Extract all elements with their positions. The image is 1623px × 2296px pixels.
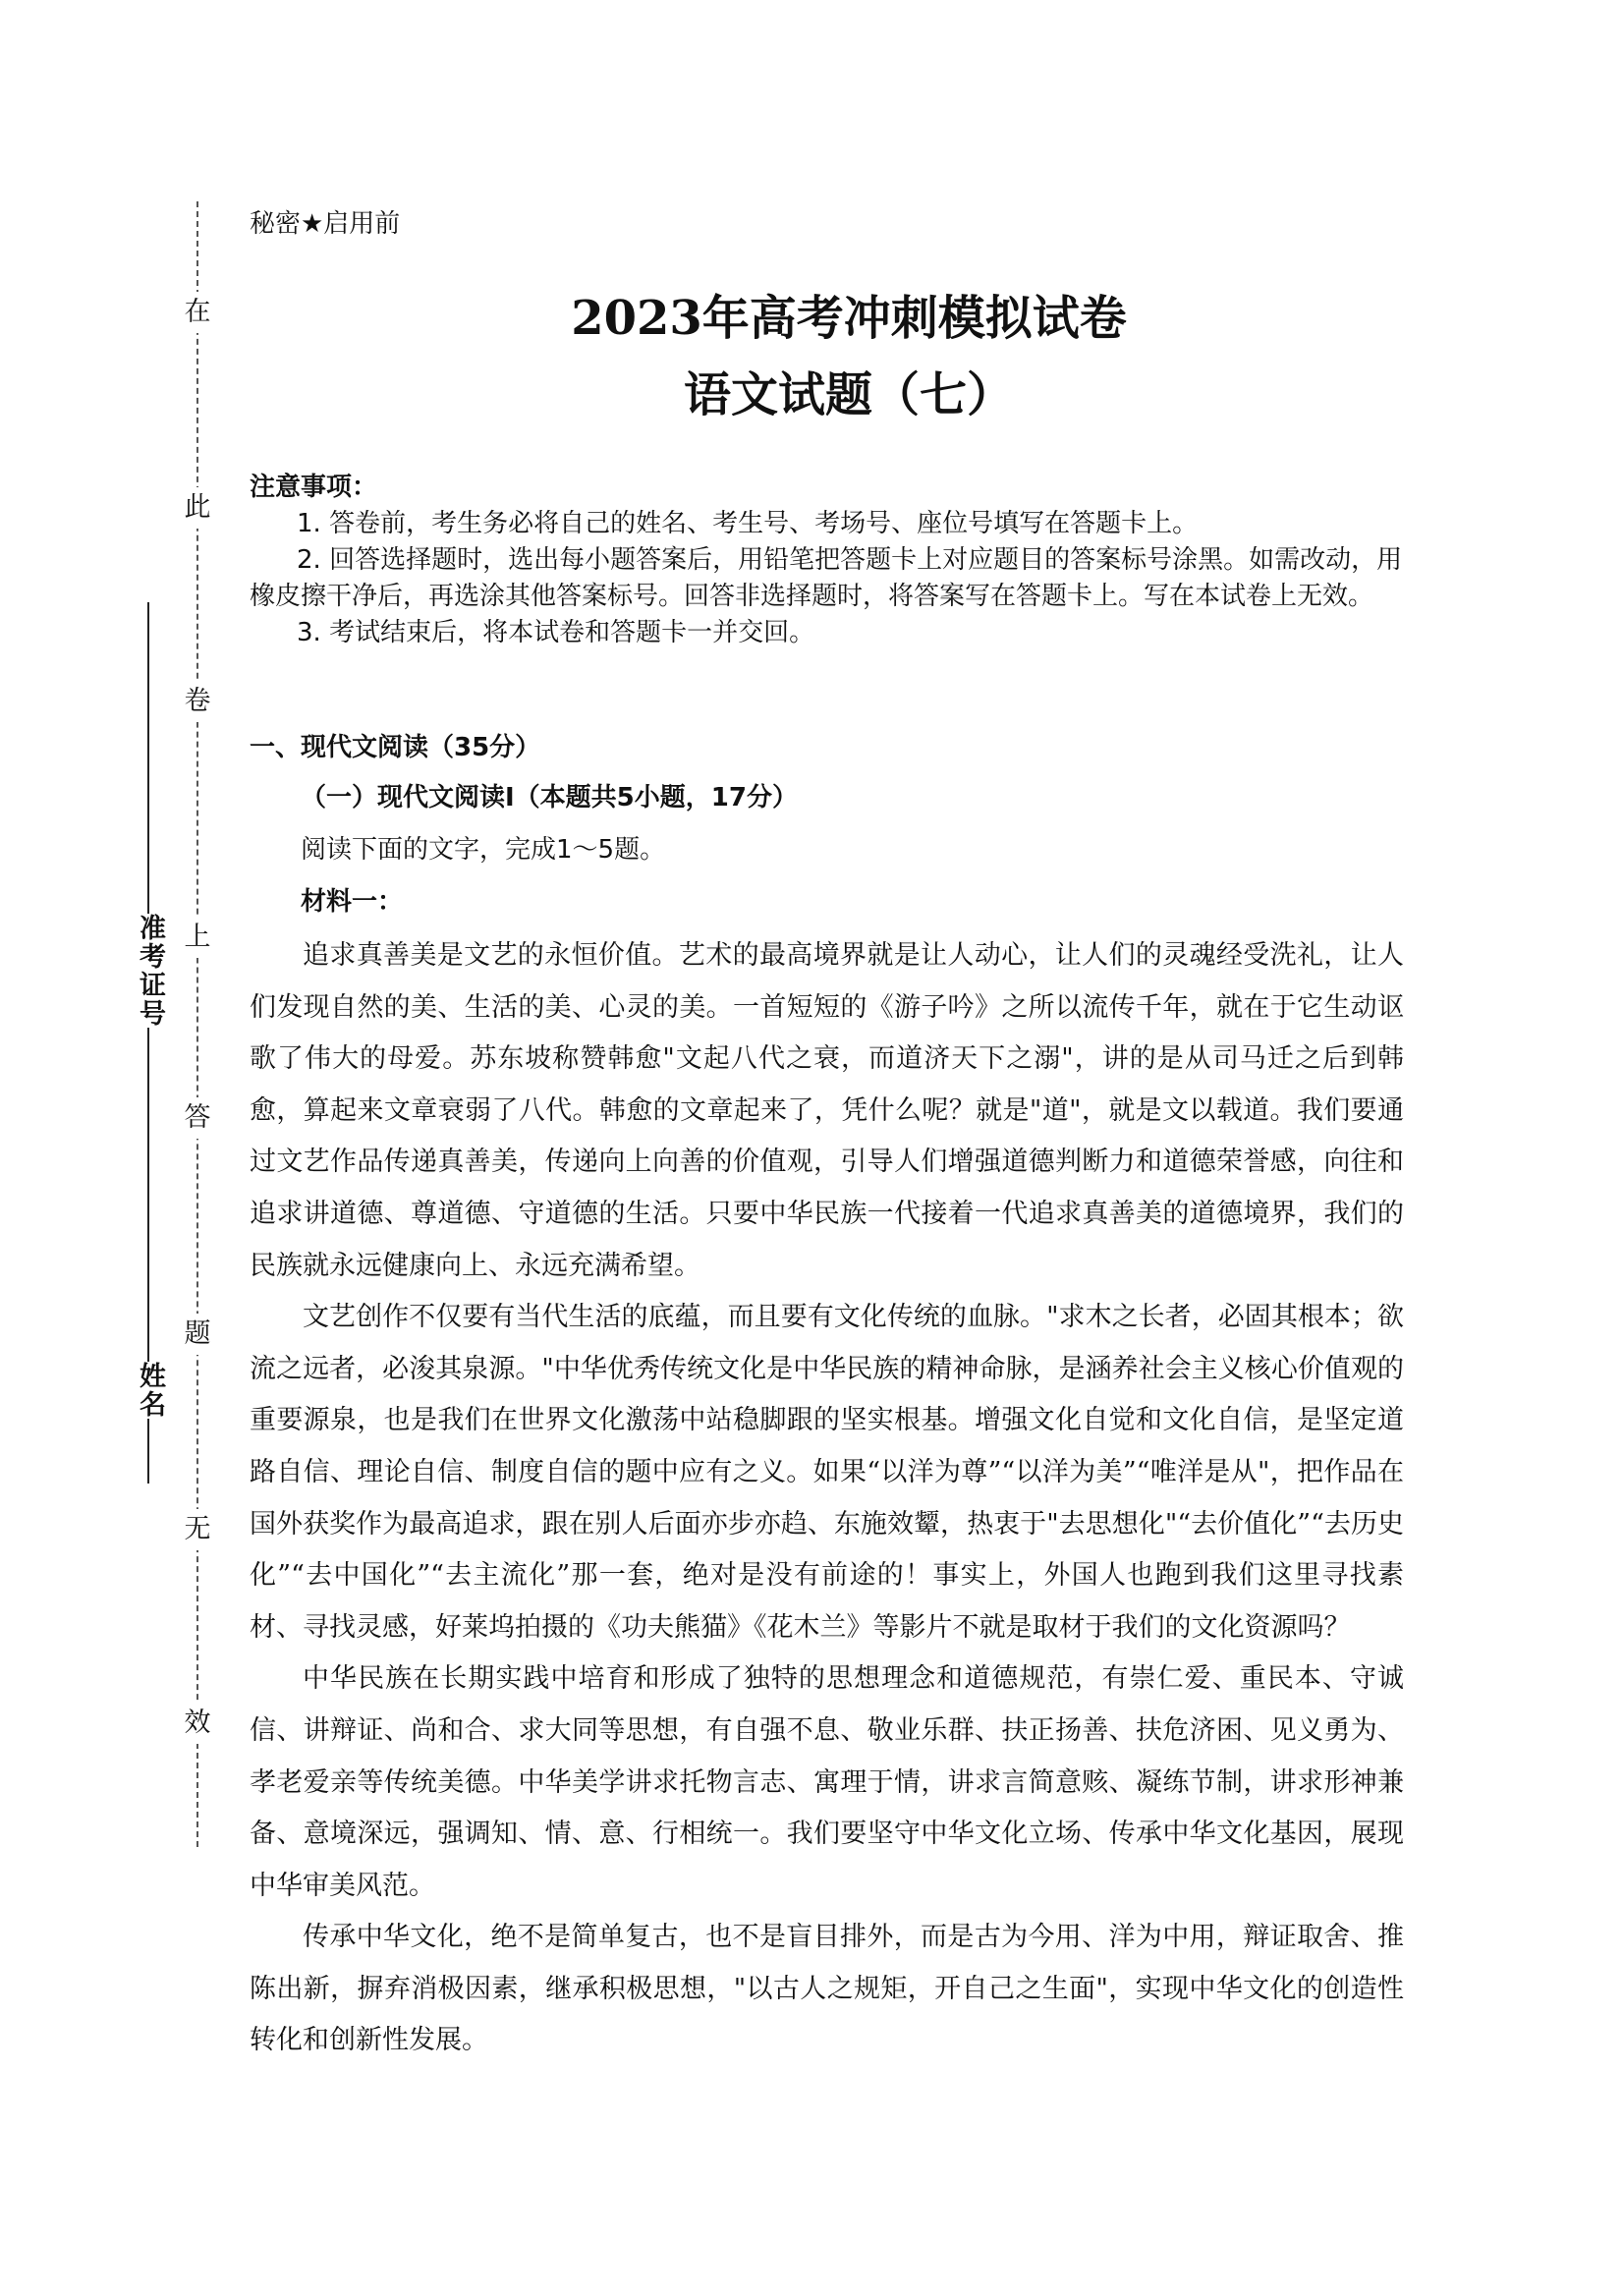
name-label: 姓名 xyxy=(126,1362,169,1419)
margin-char-shang: 上 xyxy=(177,917,218,958)
notes-title: 注意事项： xyxy=(250,473,378,502)
confidential-mark: 秘密★启用前 xyxy=(250,209,401,239)
material-label: 材料一： xyxy=(301,887,404,917)
note-item: 1. 答卷前，考生务必将自己的姓名、考生号、考场号、座位号填写在答题卡上。 xyxy=(297,509,1199,538)
margin-char-da: 答 xyxy=(177,1097,218,1139)
exam-subtitle: 语文试题（七） xyxy=(683,367,1014,422)
passage-paragraph: 追求真善美是文艺的永恒价值。艺术的最高境界就是让人动心，让人们的灵魂经受洗礼，让人们发现自然的美、生活的美、心灵的美。一首短短的《游子吟》之所以流传千年，就在于它生动讴歌了伟大的母爱。苏东坡称赞韩愈"文起八代之衰，而道济天下之溺"，讲的是从司马迁之后到韩愈，算起来文章衰弱了八代。韩愈的文章起来了，凭什么呢？就是"道"，就是文以载道。我们要通过文艺作品传递真善美，传递向上向善的价值观，引导人们增强道德判断力和道德荣誉感，向往和追求讲道德、尊道德、守道德的生活。只要中华民族一代接着一代追求真善美的道德境界，我们的民族就永远健康向上、永远充满希望。 xyxy=(250,940,1404,1281)
margin-char-zai: 在 xyxy=(177,292,218,333)
reading-passage xyxy=(250,930,1404,2067)
note-item: 3. 考试结束后，将本试卷和答题卡一并交回。 xyxy=(297,618,815,647)
margin-char-ti: 题 xyxy=(177,1314,218,1355)
passage-paragraph: 中华民族在长期实践中培育和形成了独特的思想理念和道德规范，有崇仁爱、重民本、守诚信、讲辩证、尚和合、求大同等思想，有自强不息、敬业乐群、扶正扬善、扶危济困、见义勇为、孝老爱亲等传统美德。中华美学讲求托物言志、寓理于情，讲求言简意赅、凝练节制，讲求形神兼备、意境深远，强调知、情、意、行相统一。我们要坚守中华文化立场、传承中华文化基因，展现中华审美风范。 xyxy=(250,1663,1404,1901)
passage-paragraph: 文艺创作不仅要有当代生活的底蕴，而且要有文化传统的血脉。"求木之长者，必固其根本；欲流之远者，必浚其泉源。"中华优秀传统文化是中华民族的精神命脉，是涵养社会主义核心价值观的重要源泉，也是我们在世界文化激荡中站稳脚跟的坚实根基。增强文化自觉和文化自信，是坚定道路自信、理论自信、制度自信的题中应有之义。如果“以洋为尊”“以洋为美”“唯洋是从"，把作品在国外获奖作为最高追求，跟在别人后面亦步亦趋、东施效颦，热衷于"去思想化"“去价值化”“去历史化”“去中国化”“去主流化”那一套，绝对是没有前途的！事实上，外国人也跑到我们这里寻找素材、寻找灵感，好莱坞拍摄的《功夫熊猫》《花木兰》等影片不就是取材于我们的文化资源吗？ xyxy=(250,1302,1404,1643)
margin-char-juan: 卷 xyxy=(177,681,218,722)
exam-notes xyxy=(250,470,1404,651)
note-item: 2. 回答选择题时，选出每小题答案后，用铅笔把答题卡上对应题目的答案标号涂黑。如需改动，用橡皮擦干净后，再选涂其他答案标号。回答非选择题时，将答案写在答题卡上。写在本试卷上无效。 xyxy=(250,545,1403,611)
section-title: 一、现代文阅读（35分） xyxy=(250,733,541,762)
margin-char-ci: 此 xyxy=(177,487,218,529)
subsection-title: （一）现代文阅读Ⅰ（本题共5小题，17分） xyxy=(301,783,798,812)
exam-title: 2023年高考冲刺模拟试卷 xyxy=(571,291,1127,346)
passage-paragraph: 传承中华文化，绝不是简单复古，也不是盲目排外，而是古为今用、洋为中用，辩证取舍、推陈出新，摒弃消极因素，继承积极思想，"以古人之规矩，开自己之生面"，实现中华文化的创造性转化和创新性发展。 xyxy=(250,1922,1404,2056)
margin-char-wu: 无 xyxy=(177,1509,218,1550)
binding-dashed-line xyxy=(196,201,198,1847)
exam-id-label: 准考证号 xyxy=(126,914,169,1028)
reading-instruction: 阅读下面的文字，完成1～5题。 xyxy=(301,835,666,865)
margin-char-xiao: 效 xyxy=(177,1703,218,1744)
